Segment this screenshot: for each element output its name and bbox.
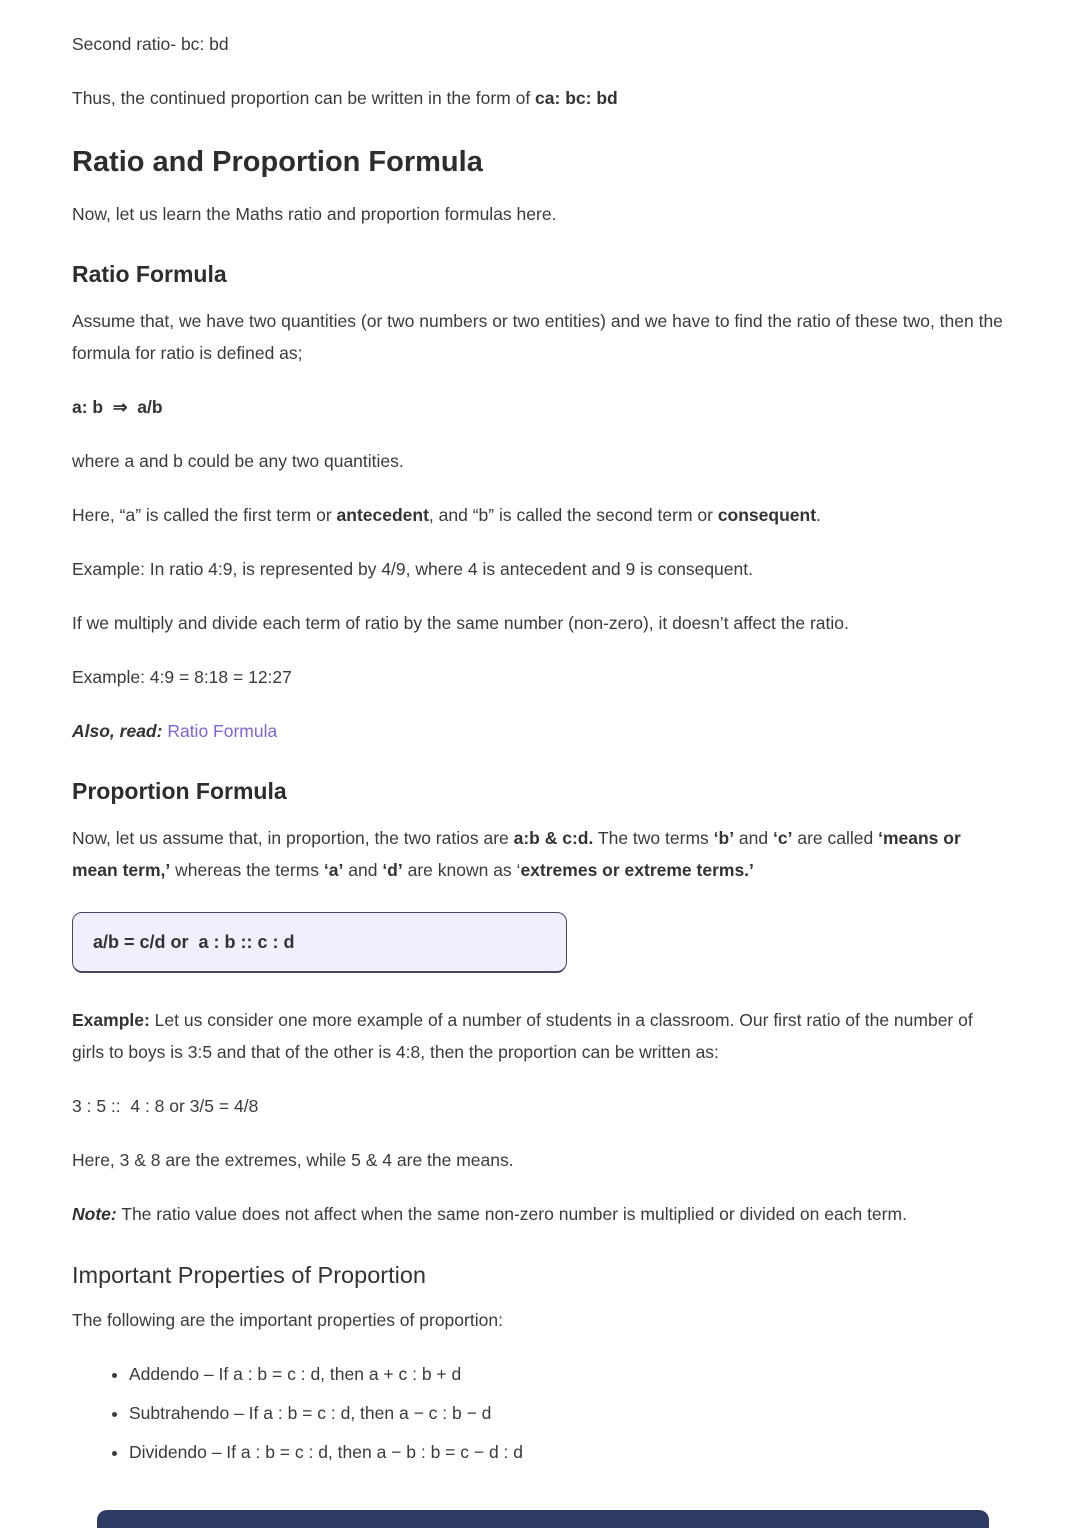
text-segment: Thus, the continued proportion can be written in the form of — [72, 88, 536, 108]
bold-text: ‘a’ — [323, 860, 344, 880]
paragraph-classroom-example — [72, 1004, 1008, 1068]
bold-text: a:b & c:d. — [513, 828, 594, 848]
also-read-label: Also, read: — [72, 721, 163, 741]
table-header-partial — [97, 1510, 989, 1528]
bold-text: ‘b’ — [713, 828, 735, 848]
paragraph-example-equal-ratios: Example: 4:9 = 8:18 = 12:27 — [72, 667, 292, 687]
bold-text: a: b ⇒ a/b — [72, 397, 163, 417]
paragraph-main-intro: Now, let us learn the Maths ratio and proportion formulas here. — [72, 204, 557, 224]
paragraph-antecedent-consequent — [72, 499, 1008, 531]
paragraph-also-read — [72, 715, 1008, 747]
text-segment: and — [734, 828, 773, 848]
properties-list — [72, 1358, 1008, 1468]
text-segment: Here, “a” is called the first term or — [72, 505, 337, 525]
text-segment: are called — [792, 828, 879, 848]
heading-important-properties: Important Properties of Proportion — [72, 1262, 426, 1288]
bold-text: ‘c’ — [773, 828, 793, 848]
example-label: Example: — [72, 1010, 150, 1030]
ratio-formula-link[interactable]: Ratio Formula — [167, 721, 278, 741]
heading-ratio-formula: Ratio Formula — [72, 261, 227, 287]
paragraph-proportion-line: 3 : 5 :: 4 : 8 or 3/5 = 4/8 — [72, 1096, 259, 1116]
bold-text: consequent — [717, 505, 817, 525]
list-item-subtrahendo: • Subtrahendo – If a : b = c : d, then a − c : b − d — [129, 1397, 1008, 1429]
bold-text: ca: bc: bd — [535, 88, 618, 108]
heading-ratio-and-proportion-formula: Ratio and Proportion Formula — [72, 146, 483, 178]
text-segment: Now, let us assume that, in proportion, the two ratios are — [72, 828, 514, 848]
heading-proportion-formula: Proportion Formula — [72, 778, 287, 804]
ratio-formula-expression — [72, 391, 1008, 423]
text-segment: and — [343, 860, 383, 880]
paragraph-extremes-means: Here, 3 & 8 are the extremes, while 5 & 4 are the means. — [72, 1150, 514, 1170]
proportion-formula-text: a/b = c/d or a : b :: c : d — [93, 931, 295, 952]
bold-text: extremes or extreme terms.’ — [520, 860, 754, 880]
text-segment: The ratio value does not affect when the same non-zero number is multiplied or divided on each term. — [116, 1204, 907, 1224]
text-segment: . — [816, 505, 821, 525]
paragraph-note — [72, 1198, 1008, 1230]
paragraph-assume: Assume that, we have two quantities (or two numbers or two entities) and we have to find the ratio of these two, then the formula for ratio is defined as; — [72, 311, 1003, 363]
text-segment: are known as ‘ — [402, 860, 521, 880]
bold-text: antecedent — [336, 505, 429, 525]
paragraph-means-extremes — [72, 822, 1008, 886]
paragraph-properties-intro: The following are the important properties of proportion: — [72, 1310, 503, 1330]
text-segment: , and “b” is called the second term or — [428, 505, 718, 525]
paragraph-example-ratio: Example: In ratio 4:9, is represented by 4/9, where 4 is antecedent and 9 is consequent. — [72, 559, 753, 579]
paragraph-continued-proportion — [72, 82, 1008, 114]
proportion-formula-box — [72, 912, 567, 972]
bold-text: ‘means or mean term,’ — [72, 828, 961, 880]
text-segment: Let us consider one more example of a number of students in a classroom. Our first ratio of the number of girls to boys is 3:5 and that of the other is 4:8, then the proportion can be written as: — [72, 1010, 973, 1062]
paragraph-second-ratio: Second ratio- bc: bd — [72, 34, 229, 54]
paragraph-multiply-divide: If we multiply and divide each term of ratio by the same number (non-zero), it doesn’t affect the ratio. — [72, 613, 849, 633]
text-segment: whereas the terms — [170, 860, 324, 880]
list-item-addendo: • Addendo – If a : b = c : d, then a + c : b + d — [129, 1358, 1008, 1390]
paragraph-where: where a and b could be any two quantities. — [72, 451, 404, 471]
note-label: Note: — [72, 1204, 117, 1224]
list-item-dividendo: • Dividendo – If a : b = c : d, then a − b : b = c − d : d — [129, 1436, 1008, 1468]
bold-text: ‘d’ — [382, 860, 403, 880]
text-segment: The two terms — [593, 828, 714, 848]
